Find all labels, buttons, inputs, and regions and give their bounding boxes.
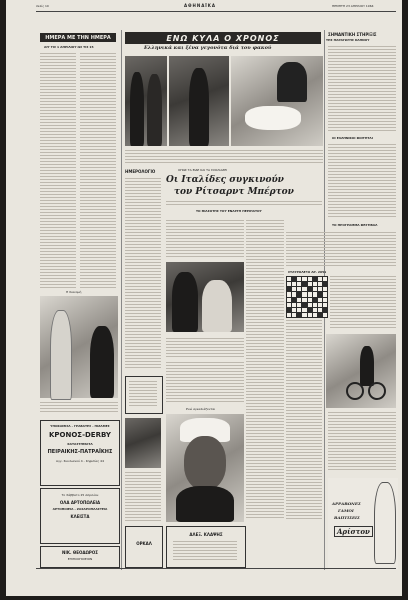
furniture-ad (40, 546, 120, 568)
face (184, 436, 226, 490)
bottom-center-left-ad (125, 526, 163, 568)
ad-kronos-city: ΠΕΙΡΑΙΚΗΣ-ΠΑΤΡΑΪΚΗΣ (47, 449, 113, 455)
crossword-grid (286, 276, 328, 318)
bottom-center-ad (166, 526, 246, 568)
story-text (166, 362, 244, 404)
ad-bakery-line4: ΚΛΕΙΣΤΑ (70, 514, 90, 519)
right-subhead-1: ΟΙ ΕΛΛΗΝΙΚΟΙ ΦΟΙΤΗΤΑΙ (332, 136, 373, 140)
article-text-column (40, 53, 76, 289)
story-deck: ΤΟ ΘΙΑΣΟΤΗΣ ΤΟΥ ΕΝΑΡΓΗ ΠΕΡΙΠΑΤΟΥ (196, 209, 262, 213)
ad-kronos-line1: ΥΠΟΚΑΜΙΣΑ - ΓΡΑΒΑΤΕΣ - ΠΙΖΑΜΕΣ (50, 424, 110, 428)
man-figure (90, 326, 114, 398)
program-listing (125, 472, 161, 522)
woman-figure (50, 310, 72, 400)
footer-rule (36, 568, 396, 569)
photo-couple (125, 56, 167, 146)
man-figure (172, 272, 198, 332)
photo-caption-left: Η διανομή (66, 290, 82, 294)
date-line: ΠΕΜΠΤΗ 23 ΑΠΡΙΛΙΟΥ 1964 (332, 4, 374, 8)
header-rule (36, 11, 396, 12)
ad-text (173, 541, 237, 561)
ad-bakery-line3: ΑΡΤΟΠΟΙΕΙΑ - ΖΑΧΑΡΟΠΛΑΣΤΕΙΑ (52, 507, 108, 511)
story-kicker: ΟΠΩΣ ΤΑ ΕΙΔΕ ΚΑΙ ΤΑ ΣΧΟΛΙΑΖΕΙ (178, 168, 228, 172)
feature-caption-text (125, 150, 323, 164)
person-figure (189, 68, 209, 146)
ad-bakery-line2: ΟΛΑ ΑΡΤΟΠΩΛΕΙΑ (59, 500, 101, 505)
story-headline-2: τον Ρίτσαρντ Μπέρτον (174, 187, 294, 197)
photo-caption-text (166, 338, 244, 358)
photo-conversation (40, 296, 118, 398)
photo-wrestling (231, 56, 323, 146)
section-title: ΗΜΕΡΑ ΜΕ ΤΗΝ ΗΜΕΡΑ (40, 33, 116, 42)
right-article-text (328, 144, 396, 218)
page-number: σελίς 10 (36, 4, 49, 8)
column-divider (121, 30, 122, 570)
photo-burton-couple (166, 262, 244, 332)
person-figure (147, 74, 162, 146)
ad-klapsis: ΑΛΕΞ. ΚΛΑΨΗΣ (189, 532, 223, 537)
right-article-text (330, 276, 396, 330)
rider-figure (360, 346, 374, 386)
ad-bottom-left-line2: ΕΠΙΠΛΟΠΟΙΕΙΟΝ (67, 557, 93, 561)
ad-kronos-line2: ΚΑΤΑΣΤΗΜΑΤΑ (67, 442, 93, 446)
right-article-text (286, 232, 396, 266)
right-headline-1: ΣΗΜΑΝΤΙΚΗ ΣΤΗΡΙΞΙΣ (328, 32, 377, 37)
story-text (166, 220, 244, 258)
section-subtitle: ΑΠ' ΤΙΣ 1 ΑΠΡΙΛΙΟΥ ΩΣ ΤΙΣ 15 (44, 45, 94, 49)
story-subdeck (166, 201, 322, 207)
photo-woman-portrait (166, 414, 244, 522)
ad-bottom-left-line1: ΝΙΚ. ΘΕΟΔΩΡΟΣ (62, 550, 98, 555)
newspaper-page (6, 0, 402, 596)
small-notice-box (125, 376, 163, 414)
bridal-ad (328, 478, 398, 570)
ad-kronos-line3: Αγγ. Σικελιανού 4 - Κηφισίας 44 (56, 459, 104, 463)
photo-caption-text (40, 402, 118, 414)
crossword-title: ΣΤΑΥΡΟΛΕΞΟ ΑΡ. 2051 (288, 270, 327, 274)
program-title: ΗΜΕΡΟΛΟΓΙΟ (125, 169, 156, 174)
woman-figure (202, 280, 232, 332)
person-figure (130, 72, 144, 146)
person-figure (277, 62, 307, 102)
ad-bridal-line1: ΑΡΡΑΒΩΝΕΣ (332, 501, 361, 506)
feature-banner: ΕΝΩ ΚΥΛΑ Ο ΧΡΟΝΟΣ (125, 32, 321, 44)
kronos-derby-ad (40, 420, 120, 486)
notice-text (129, 381, 157, 407)
ad-bakery-line1: Το Σάββατο 25 Απριλίου (61, 493, 99, 497)
ad-bridal-line2: ΓΑΜΟΙ (338, 508, 354, 513)
crossword-clues (286, 320, 322, 520)
feature-subtitle: Ελληνικά και ξένα γεγονότα διά του φακού (144, 45, 272, 51)
bicycle-wheel (346, 382, 364, 400)
person-figure (245, 106, 301, 130)
story-headline-1: Οι Ιταλίδες συγκινούν (166, 175, 284, 185)
right-article-text (328, 412, 396, 472)
portrait-caption: Ενώ αγκαλιάζονται (186, 407, 216, 411)
right-headline-2: ΤΗΣ ΠΑΡΑΓΩΓΗΣ ΚΑΠΝΟΥ (326, 38, 370, 42)
ad-kronos-brand: ΚΡΟΝΟΣ-DERBY (48, 431, 111, 439)
story-text (246, 220, 284, 520)
masthead: ΑΘΗΝΑΪΚΑ (184, 3, 216, 8)
ad-orkal: ΟΡΚΑΛ (136, 541, 152, 546)
program-listing (125, 178, 161, 368)
bicycle-wheel (368, 382, 386, 400)
shoulders (176, 486, 234, 522)
right-subhead-2: ΤΟ ΠΡΟΓΡΑΜΜΑ ΦΕΣΤΙΒΑΛ (332, 223, 378, 227)
bride-illustration (374, 482, 396, 564)
right-article-text (328, 46, 396, 132)
photo-portrait-small (125, 418, 161, 468)
ad-bridal-brand: Αρίστον (334, 526, 373, 537)
bakery-notice-ad (40, 488, 120, 544)
ad-bridal-line3: ΒΑΠΤΙΣΕΙΣ (334, 515, 360, 520)
article-text-column (80, 53, 116, 289)
photo-group (169, 56, 229, 146)
photo-cyclist (326, 334, 396, 408)
